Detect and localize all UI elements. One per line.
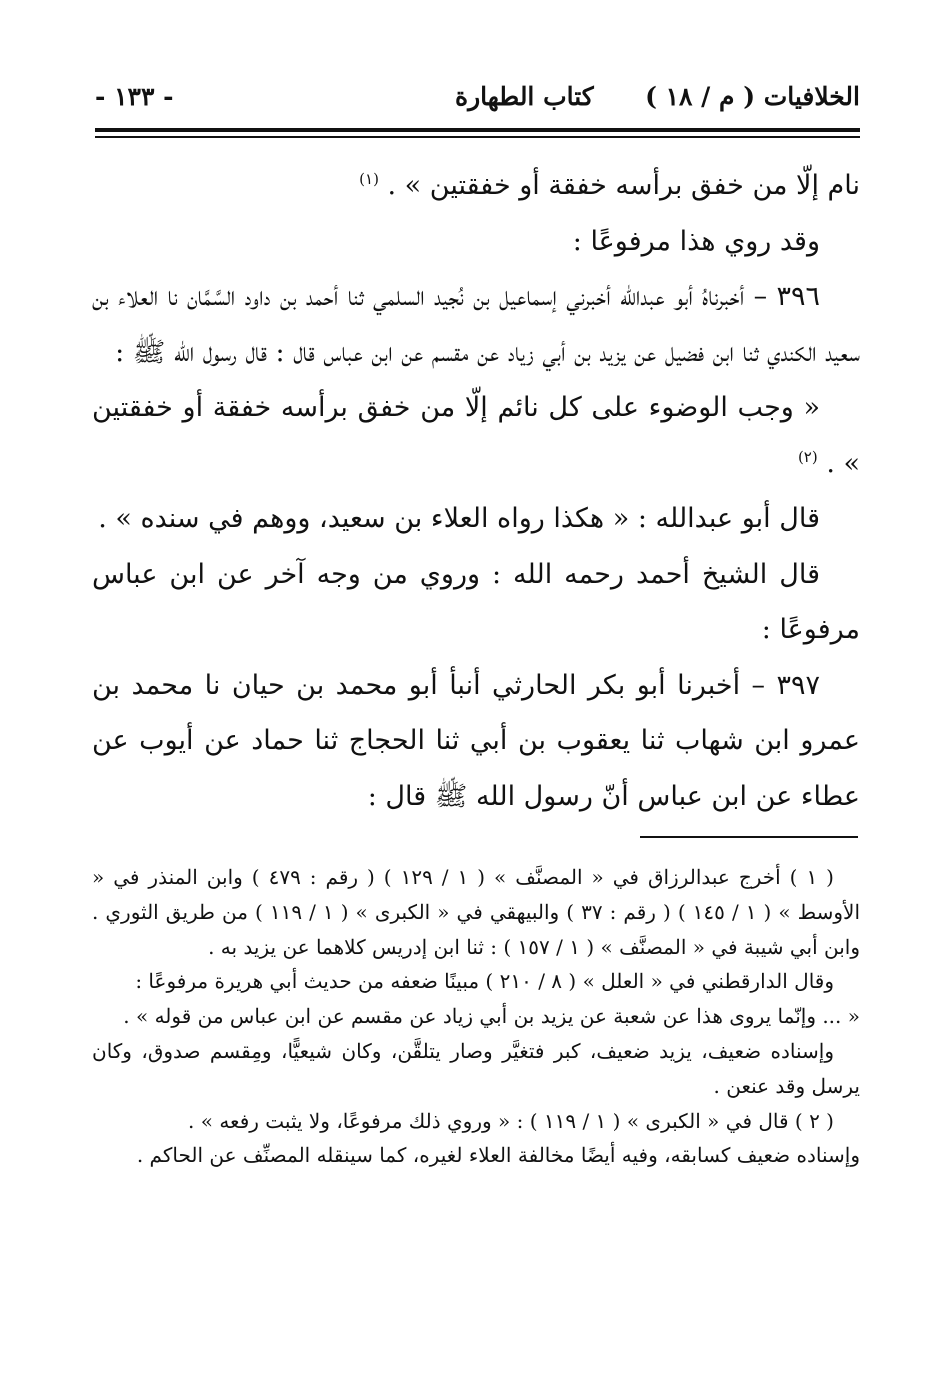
text-line: نام إلّا من خفق برأسه خفقة أو خفقتين » . $^{(١)}$ (359, 170, 860, 201)
header-rule-thin (95, 136, 860, 138)
hadith-397: ٣٩٧ – أخبرنا أبو بكر الحارثي أنبأ أبو محمد بن حيان نا محمد بن عمرو ابن شهاب ثنا يعقوب بن أبي ثنا الحجاج ثنا حماد عن أيوب عن عطاء عن ابن عباس أنّ رسول الله ﷺ قال : (92, 669, 860, 812)
text-line: قال أبو عبدالله : « هكذا رواه العلاء بن سعيد، ووهم في سنده » . (98, 503, 820, 534)
footnote-line: وإسناده ضعيف، يزيد ضعيف، كبر فتغيَّر وصار يتلقَّن، وكان شيعيًّا، ومِقسم صدوق، وكان يرسل وقد عنعن . (92, 1038, 860, 1098)
footnote-1: ( ١ ) أخرج عبدالرزاق في « المصنَّف » ( ١ / ١٢٩ ) ( رقم : ٤٧٩ ) وابن المنذر في « الأوسط » ( ١ / ١٤٥ ) ( رقم : ٣٧ ) والبيهقي في « الكبرى » ( ١ / ١١٩ ) من طريق الثوري . وابن أبي شيبة في « المصنَّف » ( ١ / ١٥٧ ) : ثنا ابن إدريس كلاهما عن يزيد به . (92, 865, 861, 959)
main-text (92, 158, 860, 824)
hadith-396: ٣٩٦ – أخبرناهُ أبو عبدالله أخبرني إسماعيل بن نُجيد السلمي ثنا أحمد بن داود السَّمَّان نا العلاء بن سعيد الكندي ثنا ابن فضيل عن يزيد بن أبي زياد عن مقسم عن ابن عباس قال : قال رسول الله ﷺ : (92, 281, 860, 368)
section-title-header: كتاب الطهارة (455, 82, 594, 111)
book-title-header: الخلافيات ( م / ١٨ ) (645, 82, 860, 111)
footnote-line: وقال الدارقطني في « العلل » ( ٨ / ٢١٠ ) مبينًا ضعفه من حديث أبي هريرة مرفوعًا : (135, 969, 834, 994)
text-line: وقد روي هذا مرفوعًا : (572, 225, 820, 257)
footnote-mark: (١) (359, 170, 379, 188)
page-number: - ١٣٣ - (95, 82, 174, 111)
footnote-line: « ... وإنّما يروى هذا عن شعبة عن يزيد بن أبي زياد عن مقسم عن ابن عباس من قوله » . (123, 1004, 860, 1029)
header-rule-thick (95, 128, 860, 132)
text-line: « وجب الوضوء على كل نائم إلّا من خفق برأسه خفقة أو خفقتين » . $^{(٢)}$ (92, 392, 860, 479)
footnote-line: وإسناده ضعيف كسابقه، وفيه أيضًا مخالفة العلاء لغيره، كما سينقله المصنِّف عن الحاكم . (136, 1143, 860, 1168)
footnote-separator (640, 836, 858, 838)
footnotes (92, 860, 860, 1173)
running-header (95, 82, 860, 122)
text-line: قال الشيخ أحمد رحمه الله : وروي من وجه آخر عن ابن عباس مرفوعًا : (92, 558, 860, 645)
footnote-mark: (٢) (797, 447, 818, 466)
footnote-2: ( ٢ ) قال في « الكبرى » ( ١ / ١١٩ ) : « وروي ذلك مرفوعًا، ولا يثبت رفعه » . (188, 1108, 834, 1133)
